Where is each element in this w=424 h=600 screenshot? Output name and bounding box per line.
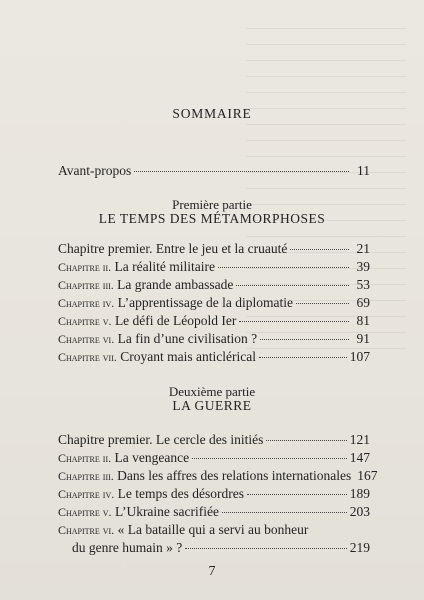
toc-entry (58, 450, 370, 466)
chapter-prefix: Chapitre premier. (58, 241, 153, 256)
page-number: 7 (208, 564, 216, 579)
toc-entry (58, 504, 370, 520)
chapter-prefix: Chapitre ii. (58, 451, 112, 465)
chapter-prefix: Chapitre v. (58, 314, 112, 328)
chapter-title: L’apprentissage de la diplomatie (117, 295, 293, 310)
chapter-title: Croyant mais anticlérical (120, 349, 256, 364)
toc-page-number: 121 (349, 432, 370, 447)
toc-entry-label (58, 313, 236, 329)
toc-entry-label (58, 331, 257, 347)
toc-entry-label (58, 259, 215, 275)
leader-dots (260, 339, 349, 340)
toc-entry (58, 331, 370, 347)
toc-page-number: 189 (349, 486, 370, 501)
leader-dots (218, 267, 349, 268)
toc-entry-label (58, 522, 308, 538)
toc-page-number: 39 (356, 259, 370, 274)
leader-dots (192, 458, 347, 459)
toc-entry (58, 432, 370, 448)
chapter-title: « La bataille qui a servi au bonheur (117, 522, 309, 537)
page-title: SOMMAIRE (172, 106, 252, 121)
leader-dots (247, 494, 347, 495)
leader-dots (239, 321, 349, 322)
toc-page-number: 53 (356, 277, 370, 292)
chapter-title: Dans les affres des relations internationales (117, 468, 352, 483)
chapter-prefix: Chapitre iv. (58, 487, 115, 501)
toc-entry (58, 468, 378, 484)
chapter-title: Entre le jeu et la cruauté (155, 241, 288, 256)
chapter-prefix: Chapitre iii. (58, 278, 114, 292)
toc-entry (58, 486, 370, 502)
chapter-prefix: Chapitre iv. (58, 296, 115, 310)
chapter-title: Le temps des désordres (117, 486, 244, 501)
chapter-prefix: Chapitre vi. (58, 523, 115, 537)
toc-entry-continuation (72, 540, 370, 556)
toc-page-number: 219 (349, 540, 370, 555)
toc-entry (58, 241, 370, 257)
toc-page-number: 107 (349, 349, 370, 364)
chapter-prefix: Chapitre vii. (58, 350, 117, 364)
chapter-title: La vengeance (114, 450, 190, 465)
chapter-prefix: Chapitre premier. (58, 432, 153, 447)
chapter-title: La grande ambassade (117, 277, 234, 292)
toc-entry-foreword (58, 163, 370, 179)
part-number: Deuxième partie (168, 384, 256, 399)
chapter-prefix: Chapitre v. (58, 505, 112, 519)
chapter-title: Le défi de Léopold Ier (114, 313, 237, 328)
toc-entry-label (58, 295, 293, 311)
chapter-prefix: Chapitre vi. (58, 332, 115, 346)
toc-entry (58, 277, 370, 293)
toc-entry (58, 313, 370, 329)
chapter-title: La réalité militaire (114, 259, 215, 274)
toc-page-number: 147 (349, 450, 370, 465)
chapter-title: L’Ukraine sacrifiée (114, 504, 220, 519)
toc-entry-label (58, 468, 351, 484)
toc-page-number: 21 (356, 241, 370, 256)
chapter-title: La fin d’une civilisation ? (117, 331, 258, 346)
toc-entry-label (58, 486, 244, 502)
toc-entry-label (58, 277, 233, 293)
leader-dots (134, 171, 349, 172)
toc-entry-label (58, 450, 189, 466)
toc-entry-label (58, 241, 287, 257)
leader-dots (296, 303, 349, 304)
part-number: Première partie (172, 197, 252, 212)
toc-entry (58, 349, 370, 365)
toc-entry (58, 295, 370, 311)
chapter-prefix: Chapitre ii. (58, 260, 112, 274)
toc-entry (58, 259, 370, 275)
toc-page-number: 203 (349, 504, 370, 519)
toc-page-number: 167 (357, 468, 378, 483)
toc-page-number: 81 (356, 313, 370, 328)
toc-page-number: 91 (356, 331, 370, 346)
leader-dots (185, 548, 347, 549)
toc-entry-label (58, 504, 219, 520)
part-title: LE TEMPS DES MÉTAMORPHOSES (98, 211, 326, 226)
toc-entry-label: Avant-propos (58, 163, 132, 178)
chapter-title: Le cercle des initiés (155, 432, 264, 447)
toc-page-number: 69 (356, 295, 370, 310)
leader-dots (259, 357, 347, 358)
toc-entry (58, 522, 370, 538)
part-title: LA GUERRE (172, 398, 252, 413)
leader-dots (266, 440, 346, 441)
toc-page-number: 11 (357, 163, 370, 178)
leader-dots (236, 285, 349, 286)
chapter-title-continued: du genre humain » ? (72, 540, 183, 555)
toc-entry-label (58, 432, 263, 448)
leader-dots (222, 512, 347, 513)
chapter-prefix: Chapitre iii. (58, 469, 114, 483)
leader-dots (290, 249, 349, 250)
toc-entry-label (58, 349, 256, 365)
